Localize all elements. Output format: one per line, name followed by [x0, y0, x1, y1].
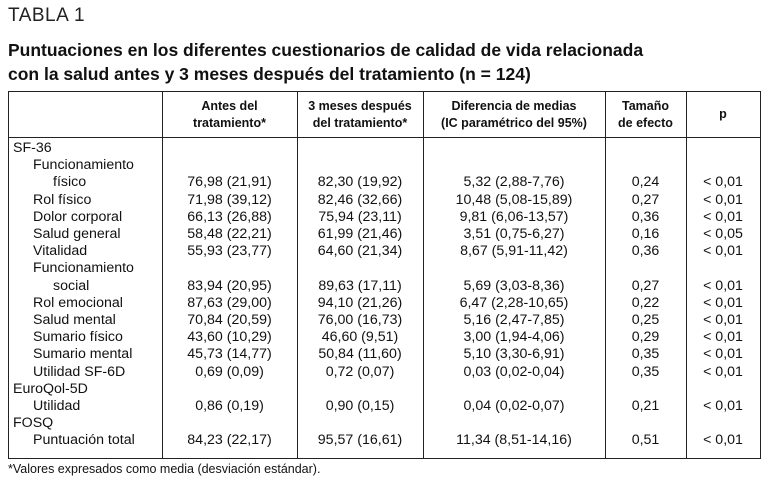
cell-diff: 5,32 (2,88-7,76)	[463, 174, 565, 191]
cell-effect: 0,35	[631, 346, 660, 363]
cell-effect: 0,35	[631, 363, 660, 380]
cell-after: 50,84 (11,60)	[318, 346, 402, 363]
cell-before: 58,48 (22,21)	[187, 226, 272, 242]
cell-effect: 0,16	[631, 226, 660, 242]
cell-effect: 0,24	[631, 174, 660, 191]
table-row	[9, 398, 760, 415]
table-row	[9, 432, 760, 449]
cell-diff: 6,47 (2,28-10,65)	[459, 294, 569, 311]
table-row	[9, 312, 760, 329]
table-row	[9, 295, 760, 312]
cell-before: 43,60 (10,29)	[187, 329, 272, 346]
cell-after: 46,60 (9,51)	[321, 329, 399, 346]
table-row	[9, 174, 760, 191]
cell-effect: 0,51	[631, 432, 660, 449]
cell-effect: 0,27	[631, 191, 660, 208]
cell-effect: 0,25	[631, 312, 660, 328]
table-row	[9, 192, 760, 209]
row-label: Rol físico	[33, 191, 92, 208]
cell-before: 66,13 (26,88)	[187, 208, 272, 225]
header-p: p	[719, 107, 727, 121]
cell-p: < 0,01	[703, 398, 743, 414]
results-table	[8, 91, 761, 459]
row-label: Funcionamiento	[33, 260, 134, 277]
cell-effect: 0,36	[631, 243, 660, 260]
cell-after: 61,99 (21,46)	[317, 226, 403, 242]
cell-diff: 10,48 (5,08-15,89)	[455, 191, 573, 208]
cell-diff: 3,51 (0,75-6,27)	[463, 226, 565, 242]
cell-p: < 0,01	[703, 243, 743, 260]
cell-p: < 0,01	[703, 432, 743, 449]
row-label: Utilidad SF-6D	[33, 363, 126, 380]
cell-p: < 0,01	[703, 191, 743, 208]
cell-before: 0,69 (0,09)	[195, 363, 264, 380]
table-row	[9, 226, 760, 243]
cell-after: 82,46 (32,66)	[317, 191, 403, 208]
table-row	[9, 364, 760, 381]
cell-after: 75,94 (23,11)	[318, 208, 402, 225]
cell-before: 83,94 (20,95)	[187, 277, 272, 294]
row-label: EuroQol-5D	[13, 380, 88, 397]
table-row	[9, 209, 760, 226]
row-label: FOSQ	[13, 415, 54, 432]
table-row	[9, 346, 760, 363]
cell-p: < 0,05	[703, 226, 743, 242]
cell-before: 70,84 (20,59)	[187, 312, 272, 328]
cell-after: 76,00 (16,73)	[317, 312, 403, 328]
cell-diff: 3,00 (1,94-4,06)	[463, 329, 565, 346]
table-row	[9, 278, 760, 295]
cell-p: < 0,01	[703, 329, 743, 346]
cell-before: 76,98 (21,91)	[187, 174, 272, 191]
row-label: SF-36	[13, 140, 52, 156]
table-label: TABLA 1	[8, 5, 86, 26]
cell-diff: 5,16 (2,47-7,85)	[463, 312, 565, 328]
cell-after: 89,63 (17,11)	[318, 277, 402, 294]
cell-p: < 0,01	[703, 174, 743, 191]
row-label: social	[53, 277, 90, 294]
row-label: Puntuación total	[33, 432, 135, 449]
row-label: Dolor corporal	[33, 208, 123, 225]
title-line-2: con la salud antes y 3 meses después del tratamiento (n = 124)	[8, 64, 531, 84]
cell-p: < 0,01	[703, 208, 743, 225]
row-label: físico	[53, 174, 87, 191]
cell-after: 64,60 (21,34)	[317, 243, 403, 260]
table-row	[9, 243, 760, 260]
header-effect-size: Tamaño de efecto	[618, 98, 673, 130]
row-label: Salud general	[33, 226, 121, 242]
cell-after: 0,72 (0,07)	[325, 363, 395, 380]
cell-p: < 0,01	[703, 294, 743, 311]
table-row	[9, 157, 760, 174]
footnote: *Valores expresados como media (desviación estándar).	[8, 462, 321, 476]
cell-before: 71,98 (39,12)	[187, 191, 272, 208]
cell-before: 45,73 (14,77)	[187, 346, 272, 363]
table-row	[9, 415, 760, 432]
cell-effect: 0,27	[631, 277, 660, 294]
cell-before: 84,23 (22,17)	[187, 432, 272, 449]
row-label: Sumario mental	[33, 346, 133, 363]
cell-diff: 8,67 (5,91-11,42)	[460, 243, 568, 260]
table-row	[9, 329, 760, 346]
title-line-1: Puntuaciones en los diferentes cuestionarios de calidad de vida relacionada	[8, 40, 644, 60]
row-label: Utilidad	[33, 398, 81, 414]
cell-after: 94,10 (21,26)	[317, 294, 403, 311]
cell-after: 95,57 (16,61)	[317, 432, 403, 449]
cell-effect: 0,36	[631, 208, 660, 225]
cell-diff: 0,04 (0,02-0,07)	[463, 398, 565, 414]
cell-diff: 9,81 (6,06-13,57)	[459, 208, 569, 225]
cell-effect: 0,29	[631, 329, 660, 346]
row-label: Funcionamiento	[33, 157, 134, 174]
cell-before: 55,93 (23,77)	[187, 243, 272, 260]
table-row	[9, 260, 760, 277]
cell-effect: 0,22	[631, 294, 660, 311]
header-divider	[9, 137, 760, 138]
cell-diff: 11,34 (8,51-14,16)	[456, 432, 572, 449]
cell-p: < 0,01	[703, 346, 743, 363]
cell-p: < 0,01	[703, 312, 743, 328]
cell-p: < 0,01	[703, 277, 743, 294]
cell-before: 0,86 (0,19)	[195, 398, 264, 414]
cell-p: < 0,01	[703, 363, 743, 380]
cell-diff: 5,10 (3,30-6,91)	[463, 346, 565, 363]
cell-diff: 5,69 (3,03-8,36)	[463, 277, 565, 294]
row-label: Sumario físico	[33, 329, 123, 346]
cell-after: 0,90 (0,15)	[325, 398, 395, 414]
header-after: 3 meses después del tratamiento*	[308, 98, 412, 130]
table-row	[9, 140, 760, 157]
row-label: Vitalidad	[33, 243, 88, 260]
row-label: Rol emocional	[33, 294, 123, 311]
table-row	[9, 381, 760, 398]
header-before: Antes del tratamiento*	[193, 98, 266, 130]
cell-effect: 0,21	[631, 398, 660, 414]
table-title	[8, 38, 768, 86]
header-difference: Diferencia de medias (IC paramétrico del 95%)	[441, 98, 587, 130]
cell-before: 87,63 (29,00)	[187, 294, 272, 311]
row-label: Salud mental	[33, 312, 116, 328]
cell-diff: 0,03 (0,02-0,04)	[463, 363, 565, 380]
cell-after: 82,30 (19,92)	[317, 174, 403, 191]
